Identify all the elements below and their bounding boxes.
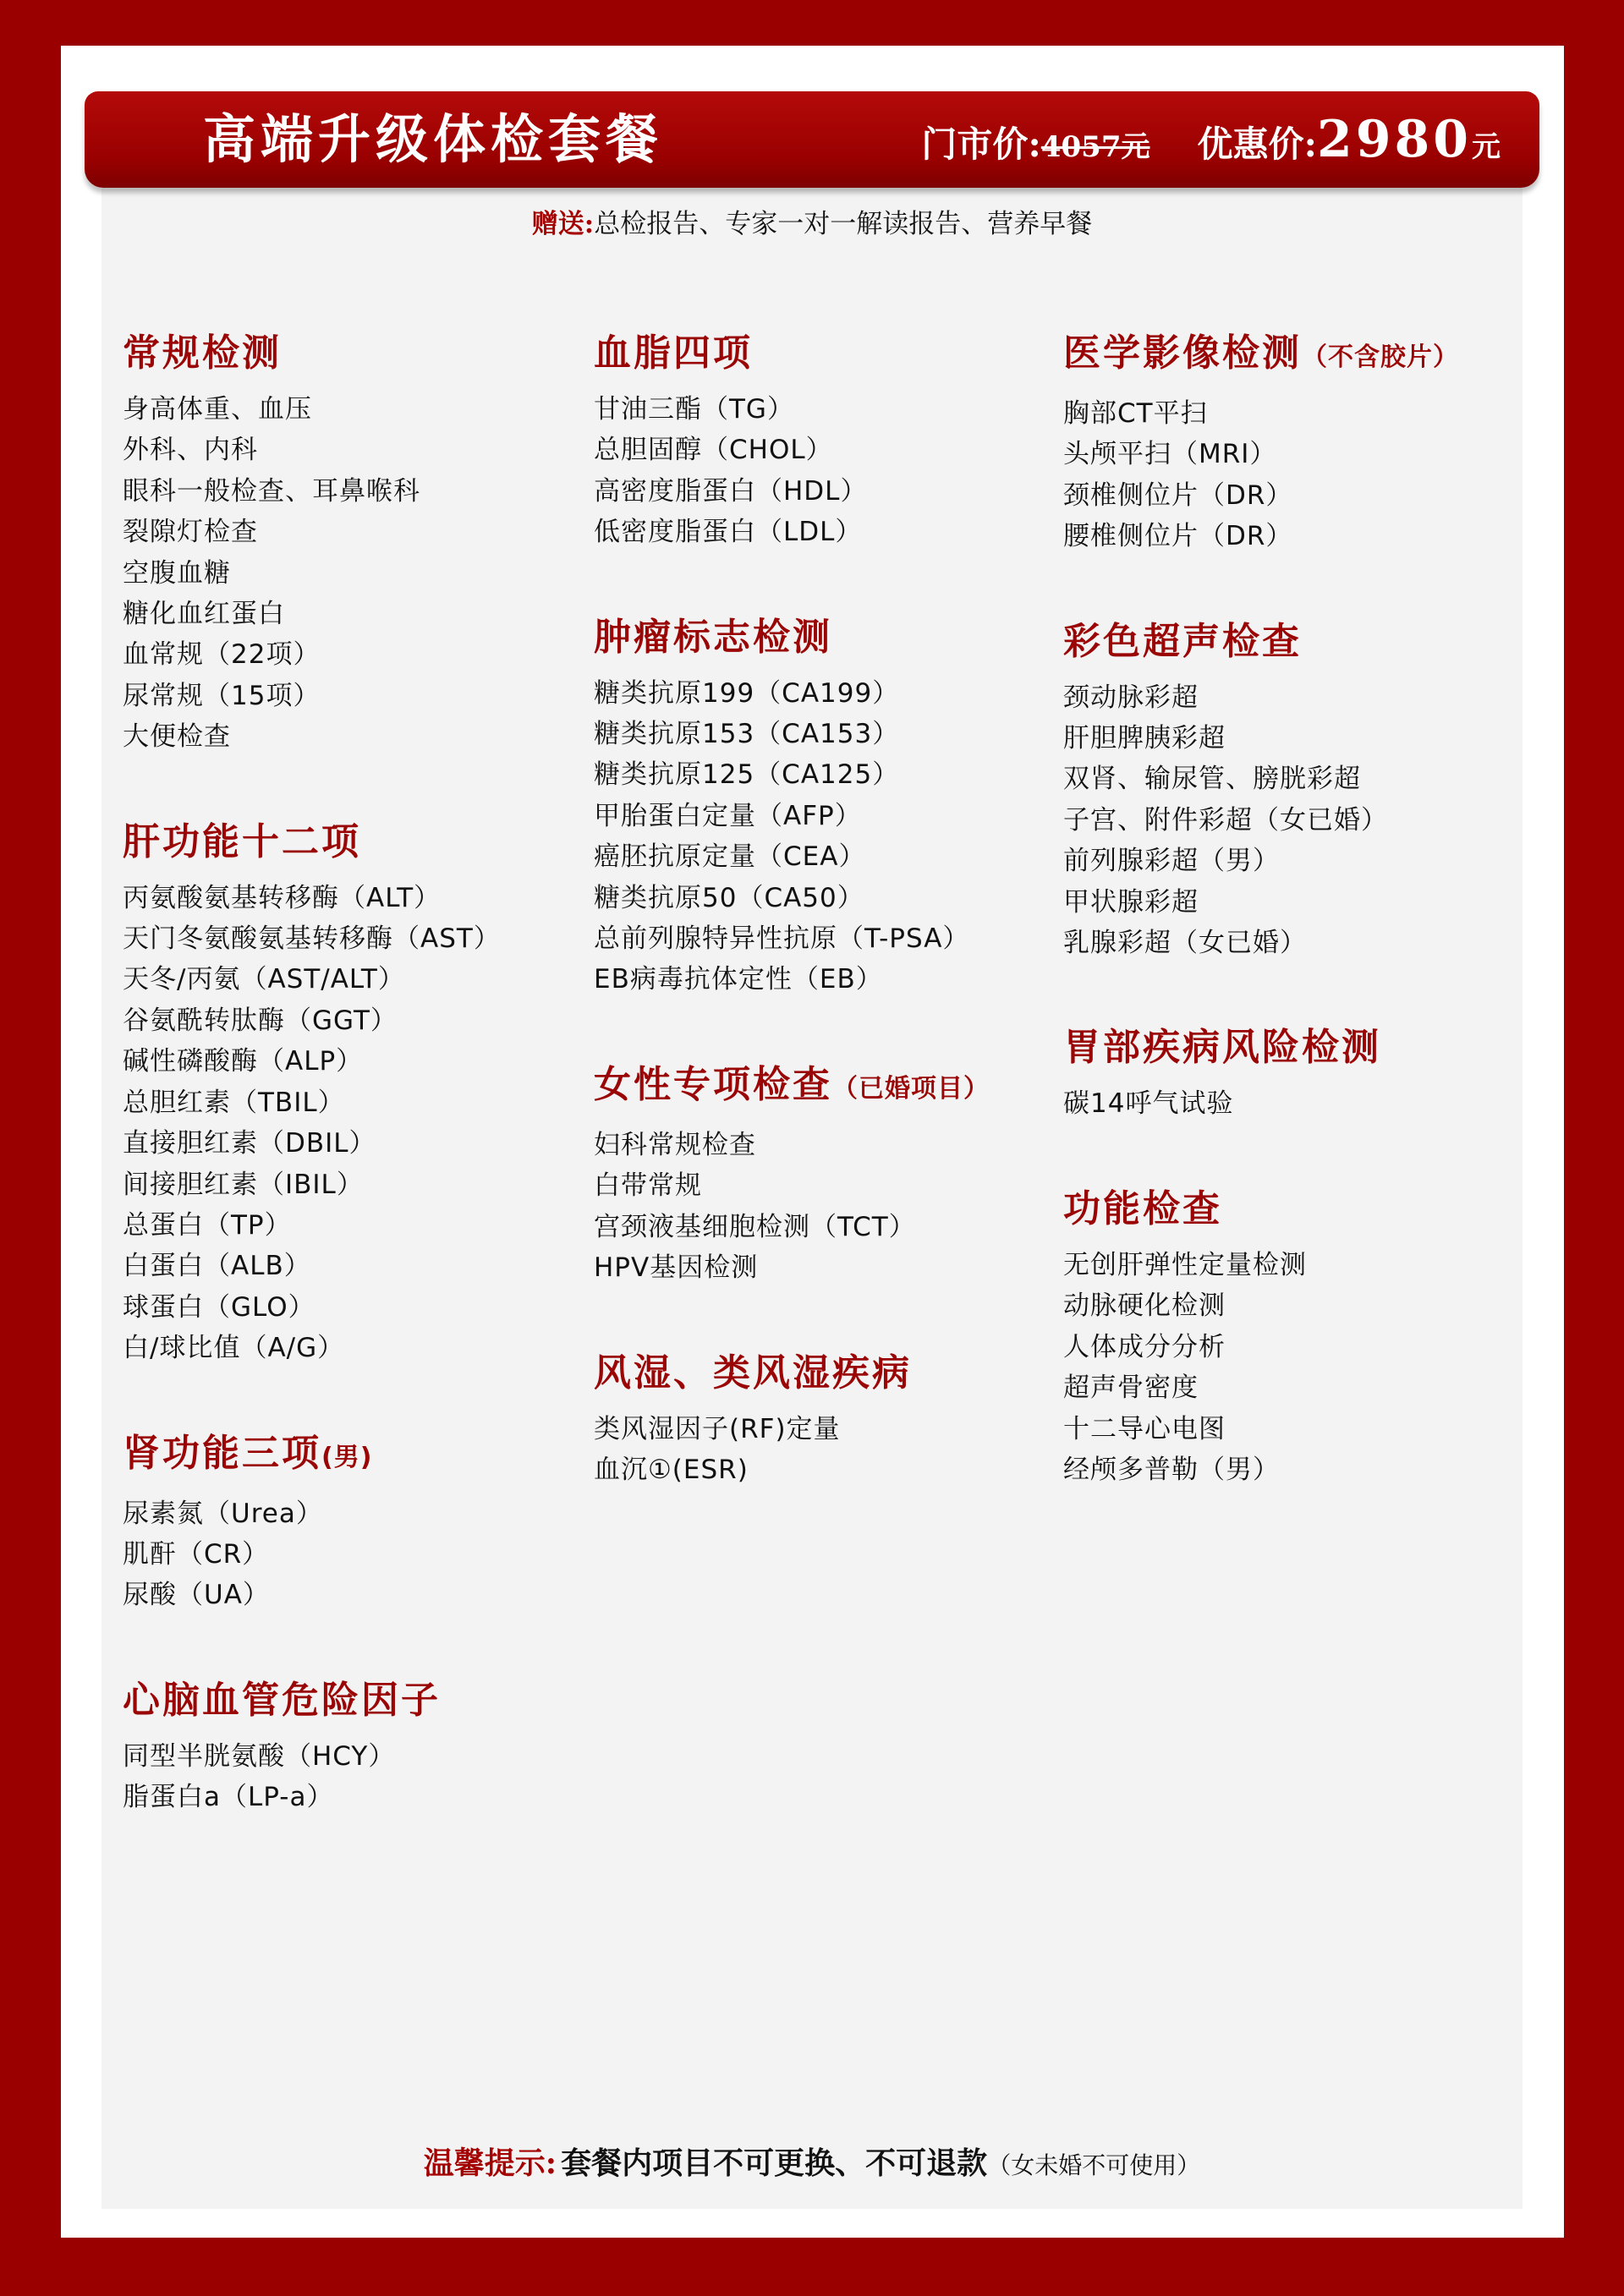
notice-text: 套餐内项目不可更换、不可退款: [561, 2145, 988, 2181]
exam-item: 肌酐（CR）: [123, 1538, 270, 1570]
section-title: [594, 611, 1051, 665]
section-title: [1063, 615, 1537, 669]
exam-item: 类风湿因子(RF)定量: [594, 1413, 841, 1444]
exam-section: [594, 611, 1051, 1000]
exam-item: EB病毒抗体定性（EB）: [594, 964, 883, 995]
exam-item: 妇科常规检查: [594, 1129, 756, 1160]
exam-section: [594, 1346, 1051, 1491]
exam-item: 高密度脂蛋白（HDL）: [594, 475, 868, 507]
section-title-text: 女性专项检查: [594, 1062, 832, 1106]
original-price: 4057元: [1040, 130, 1150, 164]
section-title-text: 肾功能三项: [123, 1431, 321, 1475]
exam-item: 白蛋白（ALB）: [123, 1251, 311, 1282]
section-title-text: 肿瘤标志检测: [594, 615, 832, 659]
exam-item: 身高体重、血压: [123, 394, 312, 425]
exam-item: 直接胆红素（DBIL）: [123, 1128, 376, 1159]
exam-section: [594, 326, 1051, 553]
exam-item: 碱性磷酸酶（ALP）: [123, 1046, 364, 1077]
exam-item: 天门冬氨酸氨基转移酶（AST）: [123, 923, 501, 955]
exam-item: 乳腺彩超（女已婚）: [1063, 928, 1307, 959]
exam-section: [123, 815, 579, 1369]
exam-item: 胸部CT平扫: [1063, 398, 1208, 429]
exam-item: 脂蛋白a（LP-a）: [123, 1782, 334, 1813]
section-note: （已婚项目）: [832, 1073, 990, 1104]
exam-item: 癌胚抗原定量（CEA）: [594, 841, 866, 873]
exam-section: [1063, 326, 1537, 557]
exam-item: 颈椎侧位片（DR）: [1063, 479, 1293, 511]
exam-section: [123, 1427, 579, 1616]
section-title-text: 功能检查: [1063, 1186, 1222, 1230]
exam-item: 糖类抗原153（CA153）: [594, 719, 900, 750]
exam-item: 甲胎蛋白定量（AFP）: [594, 800, 862, 831]
section-title: [1063, 326, 1537, 385]
exam-item: 间接胆红素（IBIL）: [123, 1169, 364, 1200]
gift-label: 赠送:: [531, 209, 595, 239]
exam-item: 总胆红素（TBIL）: [123, 1087, 345, 1118]
section-title: [594, 1346, 1051, 1400]
exam-item: 糖类抗原125（CA125）: [594, 759, 900, 791]
exam-item: 甘油三酯（TG）: [594, 394, 794, 425]
exam-item: 裂隙灯检查: [123, 517, 258, 548]
sale-price-unit: 元: [1472, 130, 1501, 164]
exam-item: 头颅平扫（MRI）: [1063, 439, 1277, 470]
section-note: （不含胶片）: [1302, 342, 1459, 372]
section-title-text: 彩色超声检查: [1063, 619, 1302, 663]
title-banner: [85, 91, 1539, 188]
exam-item: 总蛋白（TP）: [123, 1209, 292, 1241]
exam-section: [1063, 1021, 1537, 1124]
exam-item: 总胆固醇（CHOL）: [594, 435, 833, 466]
exam-section: [123, 1674, 579, 1818]
section-title: [1063, 1021, 1537, 1075]
section-title: [123, 815, 579, 869]
exam-section: [594, 1058, 1051, 1289]
section-title-text: 常规检测: [123, 332, 282, 375]
section-title-text: 血脂四项: [594, 332, 753, 375]
exam-item: 糖类抗原199（CA199）: [594, 677, 900, 709]
section-title-text: 心脑血管危险因子: [123, 1678, 441, 1722]
exam-item: 血沉①(ESR): [594, 1454, 749, 1485]
exam-section: [1063, 1182, 1537, 1490]
exam-item: 丙氨酸氨基转移酶（ALT）: [123, 882, 442, 913]
exam-item: 糖化血红蛋白: [123, 599, 285, 630]
price-block: [921, 101, 1501, 178]
exam-item: 双肾、输尿管、膀胱彩超: [1063, 764, 1361, 795]
section-title-text: 肝功能十二项: [123, 819, 361, 863]
exam-item: 大便检查: [123, 721, 231, 753]
exam-item: 尿酸（UA）: [123, 1580, 270, 1611]
exam-item: 经颅多普勒（男）: [1063, 1454, 1280, 1485]
exam-item: 白带常规: [594, 1170, 702, 1202]
column-right: [1063, 326, 1537, 1548]
notice-note: （女未婚不可使用）: [987, 2151, 1201, 2179]
exam-item: 血常规（22项）: [123, 639, 321, 671]
gift-line: [0, 203, 1624, 245]
exam-item: 颈动脉彩超: [1063, 682, 1199, 713]
exam-item: 低密度脂蛋白（LDL）: [594, 517, 863, 548]
section-title: [594, 326, 1051, 381]
exam-section: [123, 326, 579, 758]
section-title: [123, 326, 579, 381]
notice-label: 温馨提示:: [423, 2145, 557, 2181]
column-middle: [594, 326, 1051, 1548]
section-note: (男): [321, 1442, 373, 1472]
exam-item: 外科、内科: [123, 435, 258, 466]
column-left: [123, 326, 579, 1876]
exam-item: 同型半胱氨酸（HCY）: [123, 1740, 396, 1772]
exam-item: 人体成分分析: [1063, 1331, 1226, 1362]
section-title-text: 医学影像检测: [1063, 332, 1302, 375]
section-title: [594, 1058, 1051, 1116]
exam-item: 肝胆脾胰彩超: [1063, 723, 1226, 754]
section-title: [1063, 1182, 1537, 1236]
exam-item: 腰椎侧位片（DR）: [1063, 521, 1293, 552]
exam-item: 天冬/丙氨（AST/ALT）: [123, 964, 405, 995]
exam-item: 球蛋白（GLO）: [123, 1291, 315, 1323]
gift-text: 总检报告、专家一对一解读报告、营养早餐: [594, 209, 1093, 239]
section-title: [123, 1674, 579, 1728]
exam-item: 无创肝弹性定量检测: [1063, 1249, 1307, 1280]
exam-item: 十二导心电图: [1063, 1413, 1226, 1444]
exam-item: 甲状腺彩超: [1063, 886, 1199, 918]
exam-item: 总前列腺特异性抗原（T-PSA）: [594, 923, 970, 955]
exam-item: 尿常规（15项）: [123, 680, 321, 711]
sale-price: 2980: [1317, 110, 1472, 169]
exam-item: 眼科一般检查、耳鼻喉科: [123, 475, 420, 507]
package-title: 高端升级体检套餐: [203, 108, 664, 170]
section-title: [123, 1427, 579, 1485]
exam-item: 糖类抗原50（CA50）: [594, 882, 864, 913]
exam-item: 宫颈液基细胞检测（TCT）: [594, 1211, 916, 1242]
exam-item: 空腹血糖: [123, 557, 231, 589]
section-title-text: 胃部疾病风险检测: [1063, 1026, 1381, 1070]
section-title-text: 风湿、类风湿疾病: [594, 1351, 912, 1395]
exam-item: 前列腺彩超（男）: [1063, 846, 1280, 877]
exam-item: 碳14呼气试验: [1063, 1088, 1234, 1120]
exam-item: 子宫、附件彩超（女已婚）: [1063, 804, 1388, 836]
exam-item: 尿素氮（Urea）: [123, 1498, 323, 1529]
exam-item: 白/球比值（A/G）: [123, 1333, 345, 1364]
exam-item: 动脉硬化检测: [1063, 1290, 1226, 1322]
footer-notice: [0, 2140, 1624, 2193]
sale-price-label: 优惠价:: [1197, 123, 1317, 165]
exam-item: 谷氨酰转肽酶（GGT）: [123, 1005, 398, 1036]
exam-section: [1063, 615, 1537, 964]
original-price-label: 门市价:: [921, 123, 1041, 165]
exam-item: 超声骨密度: [1063, 1373, 1199, 1404]
exam-item: HPV基因检测: [594, 1252, 759, 1284]
